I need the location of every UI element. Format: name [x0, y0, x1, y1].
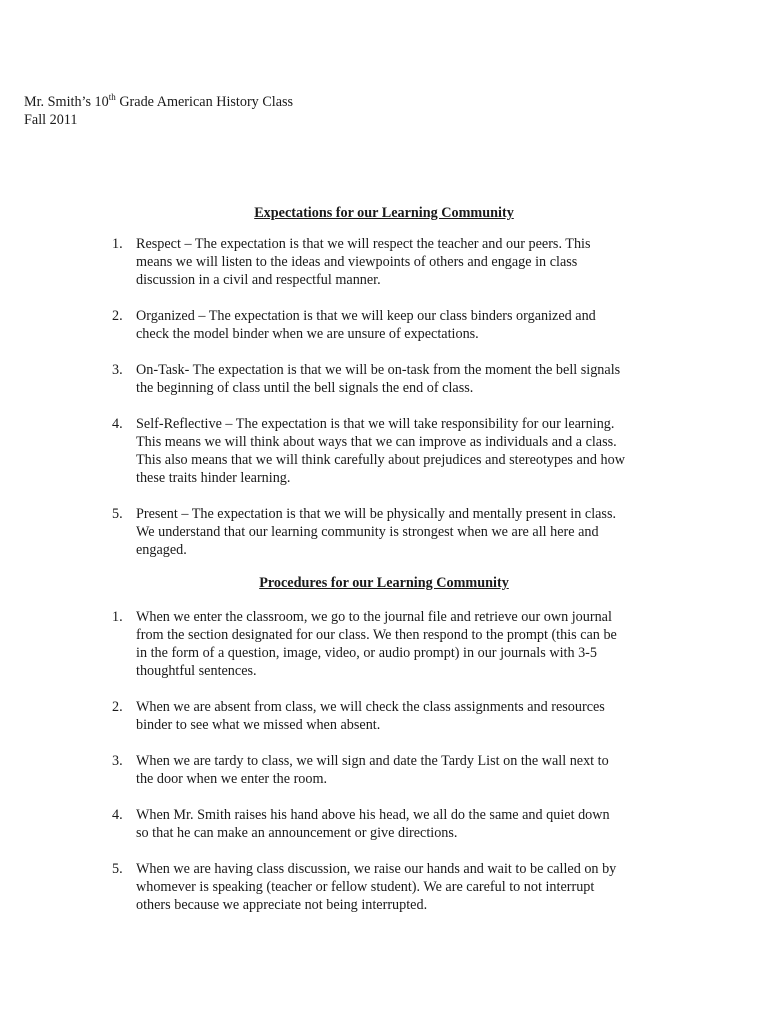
text-line: check the model binder when we are unsure of expectations. [136, 326, 479, 342]
ordinal-suffix: th [108, 92, 116, 102]
list-item-text [136, 752, 666, 788]
list-item-number: 2. [112, 308, 123, 324]
list-item [0, 608, 768, 680]
text-line: discussion in a civil and respectful manner. [136, 272, 381, 288]
expectations-heading: Expectations for our Learning Community [254, 205, 514, 221]
procedures-heading: Procedures for our Learning Community [259, 575, 509, 591]
class-title-main: Mr. Smith’s 10 [24, 94, 109, 110]
class-title-rest: Grade American History Class [115, 94, 294, 110]
expectations-list [0, 235, 768, 577]
list-item-number: 1. [112, 609, 123, 625]
text-line: the beginning of class until the bell signals the end of class. [136, 380, 474, 396]
document-header [24, 93, 424, 129]
term-label: Fall 2011 [24, 112, 78, 128]
text-line: On-Task- The expectation is that we will be on-task from the moment the bell signals [136, 362, 621, 378]
list-item-number: 5. [112, 861, 123, 877]
text-line: from the section designated for our class. We then respond to the prompt (this can be [136, 627, 617, 643]
procedures-list [0, 608, 768, 932]
text-line: When we enter the classroom, we go to the journal file and retrieve our own journal [136, 609, 612, 625]
list-item-text [136, 698, 666, 734]
text-line: the door when we enter the room. [136, 771, 328, 787]
list-item [0, 415, 768, 487]
list-item [0, 361, 768, 397]
text-line: When Mr. Smith raises his hand above his head, we all do the same and quiet down [136, 807, 610, 823]
list-item [0, 860, 768, 914]
list-item-number: 3. [112, 753, 123, 769]
text-line: We understand that our learning community is strongest when we are all here and [136, 524, 599, 540]
list-item [0, 752, 768, 788]
list-item [0, 235, 768, 289]
class-title [24, 93, 424, 111]
list-item-text [136, 806, 666, 842]
text-line: This also means that we will think carefully about prejudices and stereotypes and how [136, 452, 625, 468]
text-line: When we are having class discussion, we raise our hands and wait to be called on by [136, 861, 617, 877]
list-item-number: 4. [112, 416, 123, 432]
text-line: Self-Reflective – The expectation is that we will take responsibility for our learning. [136, 416, 615, 432]
text-line: others because we appreciate not being interrupted. [136, 897, 428, 913]
text-line: Organized – The expectation is that we will keep our class binders organized and [136, 308, 596, 324]
list-item-text [136, 415, 666, 487]
text-line: these traits hinder learning. [136, 470, 291, 486]
list-item-text [136, 505, 666, 559]
list-item-text [136, 608, 666, 680]
list-item-text [136, 307, 666, 343]
text-line: so that he can make an announcement or give directions. [136, 825, 458, 841]
list-item [0, 505, 768, 559]
list-item [0, 698, 768, 734]
list-item-number: 3. [112, 362, 123, 378]
list-item-number: 5. [112, 506, 123, 522]
list-item-text [136, 235, 666, 289]
text-line: Present – The expectation is that we will be physically and mentally present in class. [136, 506, 617, 522]
text-line: in the form of a question, image, video, or audio prompt) in our journals with 3-5 [136, 645, 598, 661]
text-line: This means we will think about ways that we can improve as individuals and a class. [136, 434, 617, 450]
list-item-number: 4. [112, 807, 123, 823]
list-item [0, 307, 768, 343]
text-line: When we are absent from class, we will check the class assignments and resources [136, 699, 605, 715]
list-item-number: 2. [112, 699, 123, 715]
text-line: When we are tardy to class, we will sign and date the Tardy List on the wall next to [136, 753, 609, 769]
text-line: whomever is speaking (teacher or fellow student). We are careful to not interrupt [136, 879, 595, 895]
text-line: means we will listen to the ideas and viewpoints of others and engage in class [136, 254, 578, 270]
text-line: binder to see what we missed when absent. [136, 717, 381, 733]
list-item-text [136, 860, 666, 914]
list-item-text [136, 361, 666, 397]
text-line: Respect – The expectation is that we will respect the teacher and our peers. This [136, 236, 591, 252]
list-item [0, 806, 768, 842]
text-line: engaged. [136, 542, 187, 558]
list-item-number: 1. [112, 236, 123, 252]
text-line: thoughtful sentences. [136, 663, 257, 679]
